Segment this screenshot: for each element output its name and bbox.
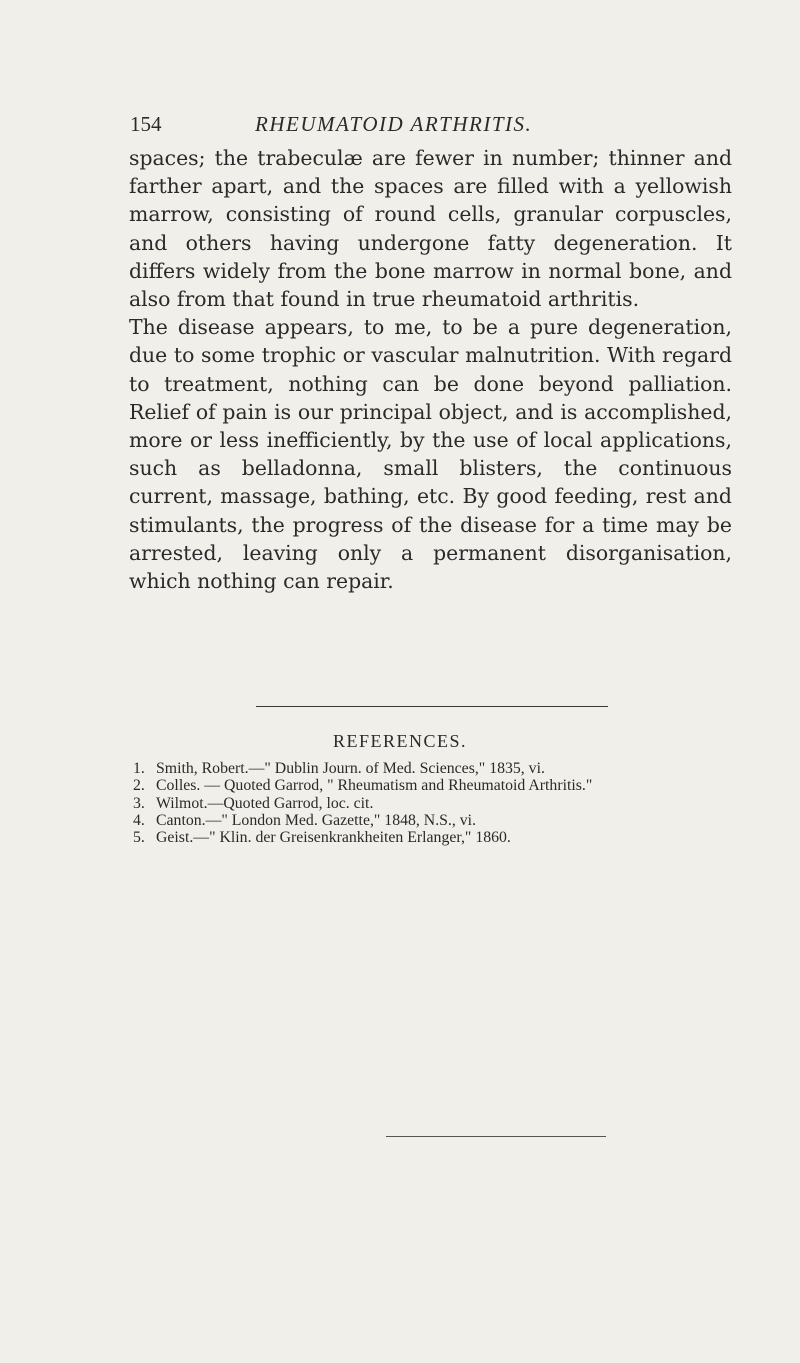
bottom-rule bbox=[386, 1136, 606, 1137]
references-heading: REFERENCES. bbox=[332, 731, 468, 751]
reference-item bbox=[133, 829, 733, 846]
reference-text: Smith, Robert.—" Dublin Journ. of Med. Sciences," 1835, vi. bbox=[156, 760, 545, 777]
reference-number: 1. bbox=[133, 760, 145, 777]
reference-text: Wilmot.—Quoted Garrod, loc. cit. bbox=[156, 794, 374, 812]
running-title: RHEUMATOID ARTHRITIS. bbox=[255, 112, 533, 136]
section-divider bbox=[256, 706, 608, 707]
reference-item bbox=[133, 795, 733, 812]
running-head bbox=[130, 112, 730, 142]
reference-number: 5. bbox=[133, 829, 145, 847]
paragraph-1: spaces; the trabeculæ are fewer in number; thinner and farther apart, and the spaces are filled with a yellowish marrow, consisting of round cells, granular corpuscles, and others having undergone fatty degeneration. It differs widely from the bone marrow in normal bone, and also from that found in true rheumatoid arthritis. bbox=[129, 146, 732, 312]
reference-number: 4. bbox=[133, 811, 145, 829]
reference-item bbox=[133, 777, 733, 794]
reference-item bbox=[133, 812, 733, 829]
page-number: 154 bbox=[130, 112, 162, 136]
reference-text: Geist.—" Klin. der Greisenkrankheiten Erlanger," 1860. bbox=[156, 829, 511, 847]
reference-text: Colles. — Quoted Garrod, " Rheumatism and Rheumatoid Arthritis." bbox=[156, 777, 593, 795]
reference-item bbox=[133, 760, 733, 777]
paragraph-2: The disease appears, to me, to be a pure degeneration, due to some trophic or vascular malnutrition. With regard to treatment, nothing can be done beyond palliation. Relief of pain is our principal object, and is accomplished, more or less inefficiently, by the use of local applications, such as belladonna, small blisters, the continuous current, massage, bathing, etc. By good feeding, rest and stimulants, the progress of the disease for a time may be arrested, leaving only a permanent disorganisation, which nothing can repair. bbox=[129, 315, 732, 594]
reference-number: 3. bbox=[133, 794, 145, 812]
references-list bbox=[133, 760, 733, 846]
body-text bbox=[129, 144, 732, 595]
reference-text: Canton.—" London Med. Gazette," 1848, N.S., vi. bbox=[156, 811, 477, 829]
reference-number: 2. bbox=[133, 777, 145, 795]
